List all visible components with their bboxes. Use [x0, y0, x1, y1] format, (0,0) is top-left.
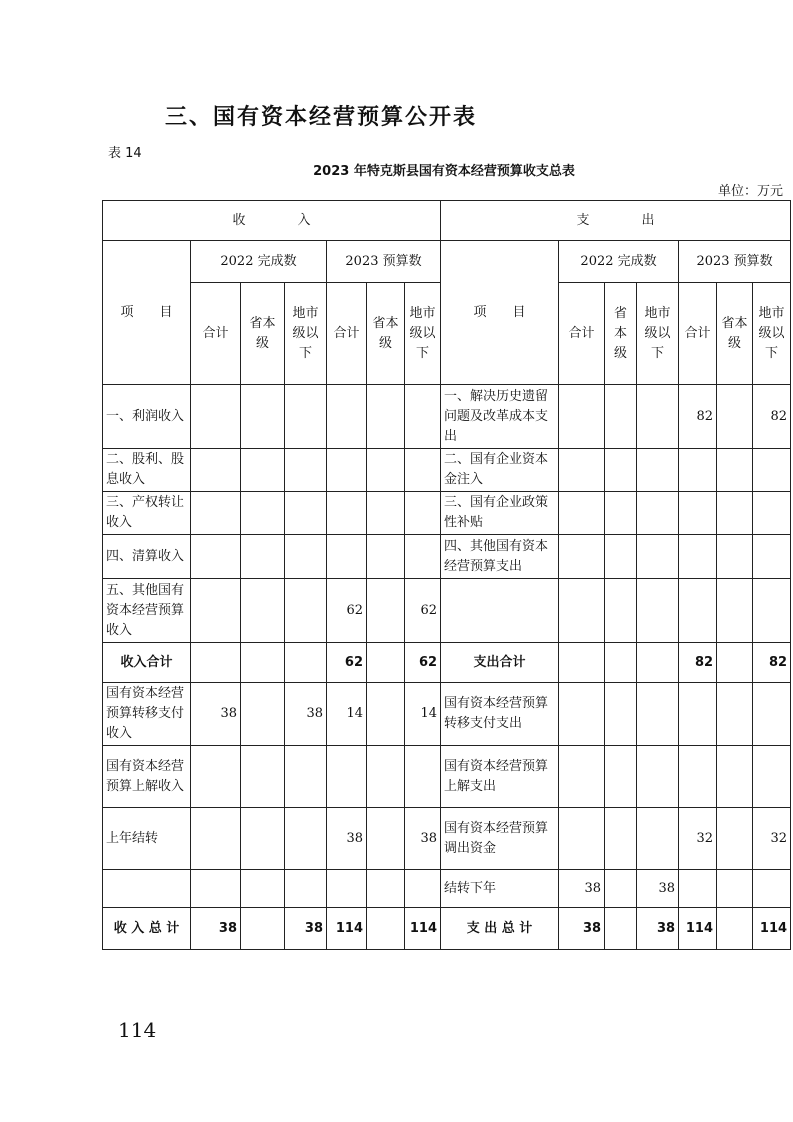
income-value-cell	[241, 908, 285, 950]
table-row	[103, 908, 791, 950]
expense-value-cell	[679, 683, 717, 746]
income-value-cell	[405, 385, 441, 449]
expense-value-cell	[637, 492, 679, 535]
expense-value-cell: 82	[753, 643, 791, 683]
income-value-cell	[241, 535, 285, 579]
income-value-cell	[367, 535, 405, 579]
income-2022-total-header: 合计	[191, 283, 241, 385]
income-value-cell	[241, 385, 285, 449]
table-row	[103, 746, 791, 808]
expense-2022-city-header: 地市级以下	[637, 283, 679, 385]
page-number: 114	[118, 1018, 157, 1042]
expense-value-cell	[717, 449, 753, 492]
income-2023-province-header: 省本级	[367, 283, 405, 385]
income-item-cell: 五、其他国有资本经营预算收入	[103, 579, 191, 643]
expense-value-cell	[637, 535, 679, 579]
expense-value-cell	[605, 870, 637, 908]
expense-item-cell: 国有资本经营预算上解支出	[441, 746, 559, 808]
expense-item-cell: 结转下年	[441, 870, 559, 908]
expense-value-cell	[637, 683, 679, 746]
expense-value-cell	[717, 385, 753, 449]
income-value-cell	[327, 870, 367, 908]
table-row	[103, 492, 791, 535]
expense-value-cell	[717, 808, 753, 870]
income-value-cell: 114	[405, 908, 441, 950]
income-item-cell: 收 入 总 计	[103, 908, 191, 950]
income-2023-total-header: 合计	[327, 283, 367, 385]
expense-value-cell	[605, 535, 637, 579]
expense-2023-city-header: 地市级以下	[753, 283, 791, 385]
income-header: 收 入	[103, 201, 441, 241]
income-value-cell	[241, 449, 285, 492]
income-2023-header: 2023 预算数	[327, 241, 441, 283]
table-number: 表 14	[108, 146, 142, 161]
expense-value-cell	[637, 808, 679, 870]
expense-value-cell	[753, 870, 791, 908]
expense-value-cell	[717, 683, 753, 746]
income-value-cell: 38	[285, 683, 327, 746]
income-value-cell: 14	[327, 683, 367, 746]
income-item-cell: 一、利润收入	[103, 385, 191, 449]
section-title: 三、国有资本经营预算公开表	[165, 104, 478, 130]
income-value-cell	[367, 683, 405, 746]
table-body	[103, 385, 791, 950]
expense-value-cell	[753, 746, 791, 808]
expense-item-cell: 三、国有企业政策性补贴	[441, 492, 559, 535]
unit-label: 单位：万元	[717, 184, 783, 199]
income-value-cell	[285, 385, 327, 449]
income-value-cell: 38	[327, 808, 367, 870]
income-value-cell	[285, 535, 327, 579]
expense-value-cell	[559, 579, 605, 643]
expense-value-cell	[717, 492, 753, 535]
expense-value-cell	[637, 643, 679, 683]
income-value-cell	[367, 746, 405, 808]
income-value-cell	[327, 746, 367, 808]
income-value-cell: 114	[327, 908, 367, 950]
income-value-cell	[191, 643, 241, 683]
income-value-cell	[191, 492, 241, 535]
table-row	[103, 535, 791, 579]
expense-value-cell	[559, 746, 605, 808]
income-value-cell	[241, 643, 285, 683]
income-value-cell: 38	[405, 808, 441, 870]
income-value-cell	[191, 579, 241, 643]
expense-value-cell	[605, 492, 637, 535]
expense-value-cell	[559, 643, 605, 683]
table-row	[103, 385, 791, 449]
expense-2022-province-header: 省本级	[605, 283, 637, 385]
income-value-cell	[285, 870, 327, 908]
expense-value-cell	[753, 492, 791, 535]
income-value-cell	[405, 870, 441, 908]
income-value-cell	[367, 908, 405, 950]
income-item-cell: 收入合计	[103, 643, 191, 683]
expense-value-cell	[717, 870, 753, 908]
expense-value-cell	[559, 492, 605, 535]
expense-value-cell	[679, 746, 717, 808]
income-value-cell	[285, 643, 327, 683]
expense-value-cell	[637, 579, 679, 643]
expense-value-cell	[559, 449, 605, 492]
table-row	[103, 870, 791, 908]
expense-2022-total-header: 合计	[559, 283, 605, 385]
income-value-cell	[191, 870, 241, 908]
income-2023-city-header: 地市级以下	[405, 283, 441, 385]
income-item-cell: 上年结转	[103, 808, 191, 870]
income-item-cell: 国有资本经营预算转移支付收入	[103, 683, 191, 746]
expense-value-cell	[717, 908, 753, 950]
expense-value-cell	[753, 535, 791, 579]
income-value-cell	[327, 492, 367, 535]
income-value-cell	[367, 385, 405, 449]
income-value-cell	[327, 385, 367, 449]
expense-2023-province-header: 省本级	[717, 283, 753, 385]
income-value-cell	[191, 808, 241, 870]
expense-value-cell	[605, 385, 637, 449]
table-row	[103, 808, 791, 870]
income-item-cell: 国有资本经营预算上解收入	[103, 746, 191, 808]
expense-value-cell: 32	[753, 808, 791, 870]
expense-value-cell: 114	[753, 908, 791, 950]
income-value-cell: 38	[191, 908, 241, 950]
expense-value-cell	[637, 385, 679, 449]
table-title: 2023 年特克斯县国有资本经营预算收支总表	[313, 164, 575, 179]
income-value-cell	[327, 535, 367, 579]
income-value-cell: 38	[285, 908, 327, 950]
income-value-cell	[367, 643, 405, 683]
income-value-cell: 62	[327, 579, 367, 643]
income-item-cell	[103, 870, 191, 908]
expense-value-cell	[637, 746, 679, 808]
table-row	[103, 449, 791, 492]
income-value-cell	[367, 492, 405, 535]
expense-2022-header: 2022 完成数	[559, 241, 679, 283]
income-value-cell	[405, 535, 441, 579]
expense-value-cell	[637, 449, 679, 492]
table-row	[103, 579, 791, 643]
expense-value-cell: 114	[679, 908, 717, 950]
expense-value-cell	[605, 579, 637, 643]
expense-2023-total-header: 合计	[679, 283, 717, 385]
table-row	[103, 643, 791, 683]
income-2022-city-header: 地市级以下	[285, 283, 327, 385]
income-value-cell	[241, 683, 285, 746]
expense-value-cell	[679, 449, 717, 492]
expense-value-cell	[559, 535, 605, 579]
expense-item-cell: 二、国有企业资本金注入	[441, 449, 559, 492]
income-2022-province-header: 省本级	[241, 283, 285, 385]
expense-value-cell: 82	[679, 385, 717, 449]
income-value-cell	[367, 808, 405, 870]
expense-value-cell	[605, 908, 637, 950]
income-item-cell: 三、产权转让收入	[103, 492, 191, 535]
expense-item-cell: 四、其他国有资本经营预算支出	[441, 535, 559, 579]
expense-value-cell: 32	[679, 808, 717, 870]
income-value-cell	[285, 579, 327, 643]
expense-value-cell	[559, 385, 605, 449]
expense-value-cell	[679, 492, 717, 535]
expense-value-cell	[717, 535, 753, 579]
expense-item-cell: 一、解决历史遗留问题及改革成本支出	[441, 385, 559, 449]
expense-value-cell	[717, 746, 753, 808]
expense-value-cell	[605, 643, 637, 683]
income-value-cell	[285, 449, 327, 492]
expense-value-cell	[605, 683, 637, 746]
table-row	[103, 683, 791, 746]
income-value-cell	[191, 746, 241, 808]
expense-value-cell	[753, 579, 791, 643]
expense-value-cell	[605, 808, 637, 870]
expense-value-cell	[717, 579, 753, 643]
income-value-cell	[405, 492, 441, 535]
expense-value-cell	[753, 683, 791, 746]
expense-item-cell: 国有资本经营预算转移支付支出	[441, 683, 559, 746]
income-value-cell	[367, 579, 405, 643]
income-value-cell	[285, 492, 327, 535]
expense-header: 支 出	[441, 201, 791, 241]
expense-value-cell	[605, 449, 637, 492]
budget-table	[102, 200, 791, 950]
income-value-cell	[285, 808, 327, 870]
income-value-cell	[241, 492, 285, 535]
income-value-cell	[191, 535, 241, 579]
expense-value-cell: 82	[679, 643, 717, 683]
income-value-cell	[367, 449, 405, 492]
income-value-cell	[405, 746, 441, 808]
income-item-header: 项 目	[103, 241, 191, 385]
expense-2023-header: 2023 预算数	[679, 241, 791, 283]
income-item-cell: 四、清算收入	[103, 535, 191, 579]
expense-value-cell: 82	[753, 385, 791, 449]
income-value-cell	[241, 579, 285, 643]
expense-item-cell: 支 出 总 计	[441, 908, 559, 950]
income-value-cell	[241, 746, 285, 808]
expense-item-cell	[441, 579, 559, 643]
income-value-cell: 62	[405, 579, 441, 643]
expense-value-cell	[679, 579, 717, 643]
income-value-cell	[191, 385, 241, 449]
income-value-cell	[327, 449, 367, 492]
expense-value-cell: 38	[637, 908, 679, 950]
expense-value-cell	[679, 535, 717, 579]
expense-item-header: 项 目	[441, 241, 559, 385]
income-value-cell: 62	[327, 643, 367, 683]
income-value-cell	[241, 870, 285, 908]
income-value-cell	[191, 449, 241, 492]
expense-value-cell: 38	[637, 870, 679, 908]
expense-item-cell: 国有资本经营预算调出资金	[441, 808, 559, 870]
expense-value-cell	[679, 870, 717, 908]
income-value-cell: 14	[405, 683, 441, 746]
income-value-cell	[285, 746, 327, 808]
income-value-cell: 38	[191, 683, 241, 746]
income-value-cell	[241, 808, 285, 870]
income-item-cell: 二、股利、股息收入	[103, 449, 191, 492]
expense-value-cell: 38	[559, 908, 605, 950]
expense-value-cell	[559, 683, 605, 746]
income-2022-header: 2022 完成数	[191, 241, 327, 283]
income-value-cell: 62	[405, 643, 441, 683]
expense-value-cell	[717, 643, 753, 683]
expense-value-cell: 38	[559, 870, 605, 908]
income-value-cell	[367, 870, 405, 908]
expense-value-cell	[559, 808, 605, 870]
income-value-cell	[405, 449, 441, 492]
expense-value-cell	[605, 746, 637, 808]
expense-value-cell	[753, 449, 791, 492]
expense-item-cell: 支出合计	[441, 643, 559, 683]
